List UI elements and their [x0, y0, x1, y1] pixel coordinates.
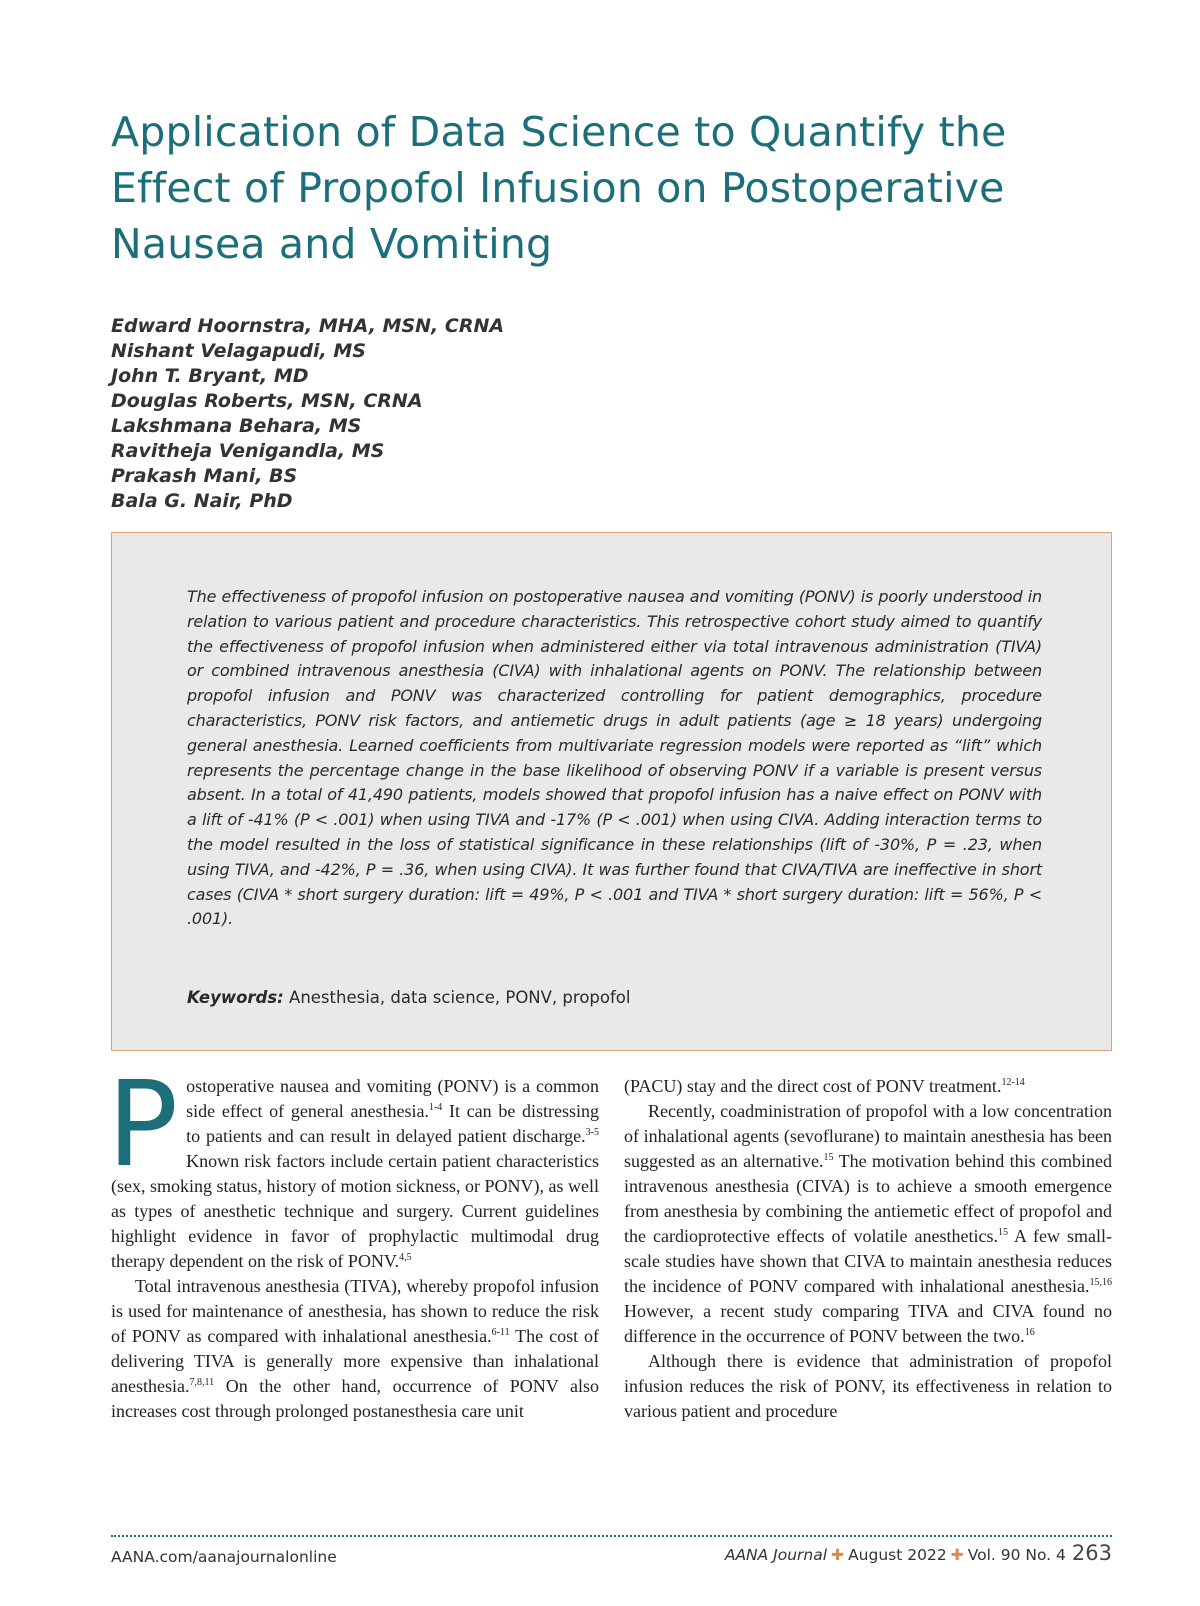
title-line-3: Nausea and Vomiting [111, 220, 553, 268]
title-line-2: Effect of Propofol Infusion on Postoperative [111, 164, 1005, 212]
body-column-right [624, 1074, 1112, 1424]
citation: 3-5 [585, 1127, 599, 1138]
citation: 15,16 [1089, 1277, 1112, 1288]
citation: 15 [823, 1152, 834, 1163]
citation: 6-11 [491, 1327, 510, 1338]
author: Prakash Mani, BS [111, 465, 298, 487]
author: Bala G. Nair, PhD [111, 490, 293, 512]
author: Nishant Velagapudi, MS [111, 340, 366, 362]
citation: 7,8,11 [189, 1377, 215, 1388]
body-paragraph: Although there is evidence that administration of propofol infusion reduces the risk of PONV, its effectiveness in relation to various patient and procedure [624, 1351, 1112, 1421]
author: John T. Bryant, MD [111, 365, 309, 387]
author: Douglas Roberts, MSN, CRNA [111, 390, 423, 412]
author: Edward Hoornstra, MHA, MSN, CRNA [111, 315, 505, 337]
issue-date: August 2022 [848, 1546, 947, 1564]
citation: 4,5 [399, 1252, 412, 1263]
keywords [187, 988, 1042, 1007]
page-number: 263 [1071, 1541, 1112, 1565]
journal-name: AANA Journal [724, 1546, 828, 1564]
author-list [111, 314, 811, 514]
author: Ravitheja Venigandla, MS [111, 440, 385, 462]
citation: 1-4 [428, 1102, 443, 1113]
body-paragraph: Recently, coadministration of propofol with a low concentration of inhalational agents (sevoflurane) to maintain anesthesia has been suggested as an alternative.$^{15}$ The motivation behind this combined intravenous anesthesia (CIVA) is to achieve a smooth emergence from anesthesia by combining the antiemetic effect of propofol and the cardioprotective effects of volatile anesthetics.$^{15}$ A few small-scale studies have shown that CIVA to maintain anesthesia reduces the incidence of PONV compared with inhalational anesthesia.$^{15,16}$ However, a recent study comparing TIVA and CIVA found no difference in the occurrence of PONV between the two.$^{16}$ [624, 1101, 1112, 1346]
author: Lakshmana Behara, MS [111, 415, 362, 437]
body-column-left [107, 1055, 599, 1424]
footer-url[interactable]: AANA.com/aanajournalonline [111, 1548, 337, 1566]
volume-issue: Vol. 90 No. 4 [967, 1546, 1066, 1564]
citation: 16 [1024, 1327, 1035, 1338]
title-line-1: Application of Data Science to Quantify the [111, 108, 1007, 156]
cross-separator-icon: ✚ [950, 1546, 964, 1564]
footer-citation [725, 1541, 1112, 1565]
body-paragraph: (PACU) stay and the direct cost of PONV treatment.$^{12-14}$ [624, 1076, 1025, 1096]
cross-separator-icon: ✚ [831, 1546, 845, 1564]
abstract-text: The effectiveness of propofol infusion on postoperative nausea and vomiting (PONV) is poorly understood in relation to various patient and procedure characteristics. This retrospective cohort study aimed to quantify the effectiveness of propofol infusion when administered either via total intravenous administration (TIVA) or combined intravenous anesthesia (CIVA) with inhalational agents on PONV. The relationship between propofol infusion and PONV was characterized controlling for patient demographics, procedure characteristics, PONV risk factors, and antiemetic drugs in adult patients (age ≥ 18 years) undergoing general anesthesia. Learned coefficients from multivariate regression models were reported as “lift” which represents the percentage change in the base likelihood of observing PONV if a variable is present versus absent. In a total of 41,490 patients, models showed that propofol infusion has a naive effect on PONV with a lift of -41% (P < .001) when using TIVA and -17% (P < .001) when using CIVA. Adding interaction terms to the model resulted in the loss of statistical significance in these relationships (lift of -30%, P = .23, when using TIVA, and -42%, P = .36, when using CIVA). It was further found that CIVA/TIVA are ineffective in short cases (CIVA * short surgery duration: lift = 49%, P < .001 and TIVA * short surgery duration: lift = 56%, P < .001). [187, 587, 1042, 929]
article-title [111, 104, 1111, 272]
body-paragraph: Total intravenous anesthesia (TIVA), whereby propofol infusion is used for maintenance of anesthesia, has shown to reduce the risk of PONV as compared with inhalational anesthesia.$^{6-11}$ The cost of delivering TIVA is generally more expensive than inhalational anesthesia.$^{7,8,11}$ On the other hand, occurrence of PONV also increases cost through prolonged postanesthesia care unit [111, 1276, 599, 1421]
footer-divider [111, 1535, 1112, 1537]
drop-cap: P [107, 1055, 179, 1193]
keywords-label: Keywords: [187, 988, 284, 1007]
citation: 15 [998, 1227, 1009, 1238]
citation: 12-14 [1001, 1077, 1025, 1088]
keywords-list: Anesthesia, data science, PONV, propofol [289, 988, 631, 1007]
abstract-box [111, 532, 1112, 1051]
body-paragraph: Postoperative nausea and vomiting (PONV) is a common side effect of general anesthesia.$^{1-4}$ It can be distressing to patients and can result in delayed patient discharge.$^{3-5}$ Known risk factors include certain patient characteristics (sex, smoking status, history of motion sickness, or PONV), as well as types of anesthetic technique and surgery. Current guidelines highlight evidence in favor of prophylactic multimodal drug therapy dependent on the risk of PONV.$^{4,5}$ [107, 1055, 599, 1271]
